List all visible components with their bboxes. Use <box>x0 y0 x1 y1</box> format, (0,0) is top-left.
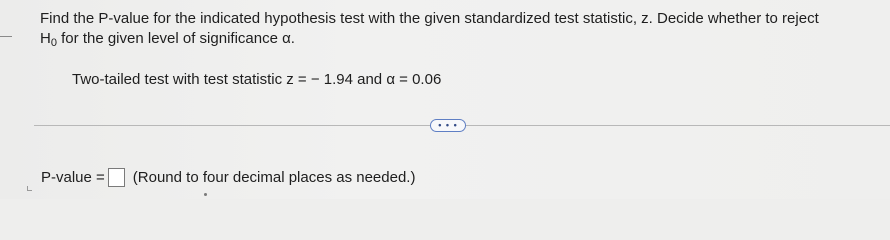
p-value-input[interactable] <box>108 168 125 187</box>
p-value-label: P-value = <box>41 168 105 186</box>
question-text <box>40 9 885 53</box>
corner-mark-icon <box>27 186 32 191</box>
panel-edge-mark <box>0 36 12 37</box>
dot-mark-icon <box>204 193 207 196</box>
expand-more-button[interactable]: • • • <box>430 119 466 132</box>
rounding-instruction: (Round to four decimal places as needed.) <box>132 168 416 186</box>
question-line-2 <box>40 29 885 53</box>
answer-row <box>41 165 415 189</box>
question-line-1: Find the P-value for the indicated hypothesis test with the given standardized test statistic, z. Decide whether to reject <box>40 10 819 27</box>
given-conditions: Two-tailed test with test statistic z = − 1.94 and α = 0.06 <box>72 71 442 88</box>
question-line-2-text: for the given level of significance α. <box>61 30 295 47</box>
null-hypothesis-symbol: $H_0$ <box>40 30 57 49</box>
